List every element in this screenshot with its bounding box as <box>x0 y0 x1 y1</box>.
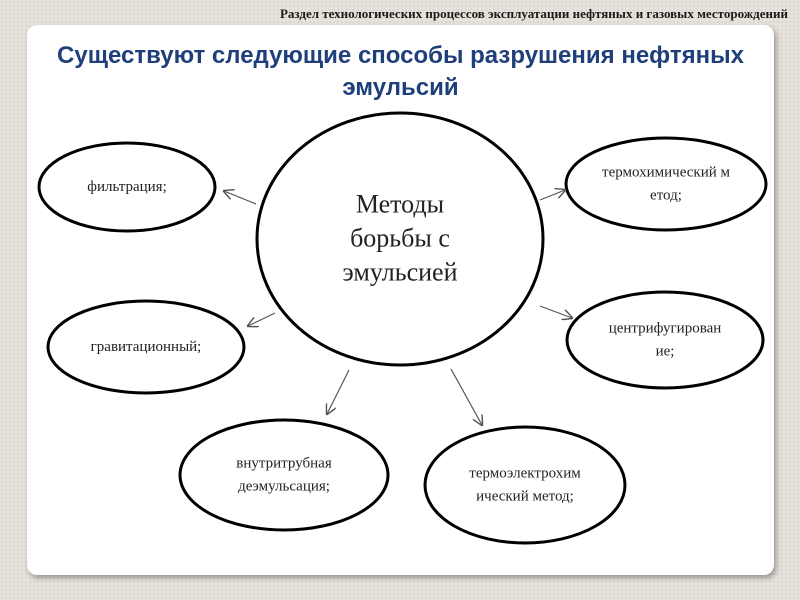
arrow-to-thermoelectrochemical <box>451 369 482 425</box>
arrow-to-gravitational <box>248 313 275 326</box>
arrow-to-filtration <box>224 191 256 204</box>
node-intratube-label: внутритрубная деэмульсация; <box>236 455 332 494</box>
arrow-to-intratube <box>327 370 349 414</box>
center-node-label: Методы борьбы с эмульсией <box>342 189 458 286</box>
node-filtration-label: фильтрация; <box>87 178 167 195</box>
arrow-to-thermochemical <box>540 190 565 200</box>
slide-title: Существуют следующие способы разрушения нефтяных эмульсий <box>57 42 744 102</box>
node-thermochemical-label: термохимический метод; <box>602 164 730 203</box>
node-centrifuging-label: центрифугирование; <box>608 320 722 359</box>
arrow-to-centrifuging <box>540 306 572 318</box>
node-gravitational-label: гравитационный; <box>90 338 202 355</box>
section-header: Раздел технологических процессов эксплуатации нефтяных и газовых месторождений <box>279 6 788 21</box>
node-thermoelectrochemical-label: термоэлектрохимический метод; <box>469 465 581 504</box>
